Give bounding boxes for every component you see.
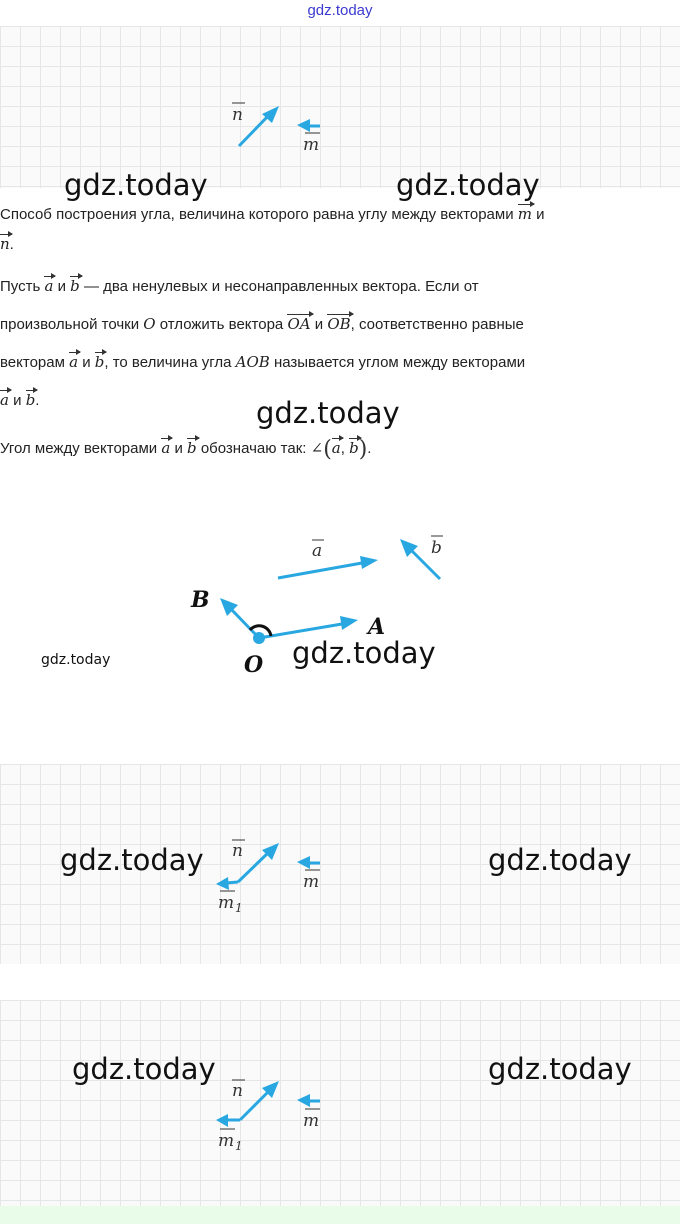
label-m1-subscript: 1	[235, 1139, 243, 1153]
watermark: gdz.today	[488, 843, 632, 877]
and-word: и	[536, 206, 545, 223]
label-n: n	[232, 105, 243, 125]
point-O: O	[143, 315, 156, 333]
label-m: m	[303, 872, 320, 892]
vector-m1-arrowhead	[216, 1114, 228, 1127]
paragraph-line-5: Угол между векторами a и b обозначаю так: ∠(a, b).	[0, 434, 676, 460]
watermark: gdz.today	[488, 1052, 632, 1086]
vector-b-symbol: b	[187, 434, 197, 458]
vector-OB	[230, 608, 259, 638]
vector-a-symbol: a	[69, 348, 78, 372]
label-m1: m	[218, 893, 235, 913]
vector-m-arrowhead	[297, 119, 310, 132]
vector-OB-symbol: OB	[327, 310, 350, 334]
figure-4-vectors	[0, 1000, 680, 1206]
label-m1-subscript: 1	[235, 901, 243, 915]
vector-m1-arrowhead	[216, 877, 229, 890]
watermark: gdz.today	[256, 396, 400, 430]
paragraph-line-1: Пусть a и b — два ненулевых и несонаправленных вектора. Если от	[0, 272, 676, 297]
label-a: a	[312, 541, 323, 561]
label-n: n	[232, 841, 243, 861]
vector-n-symbol: n	[0, 230, 10, 254]
label-b: b	[431, 538, 442, 558]
label-n: n	[232, 1081, 243, 1101]
label-m1: m	[218, 1131, 235, 1151]
vector-a-symbol: a	[332, 434, 341, 458]
figure-1-vectors	[0, 26, 680, 188]
vector-n	[240, 1090, 270, 1120]
watermark: gdz.today	[41, 652, 111, 668]
label-O: O	[244, 652, 264, 678]
watermark: gdz.today	[72, 1052, 216, 1086]
watermark: gdz.today	[396, 168, 540, 202]
vector-a-symbol: a	[0, 386, 9, 410]
vector-n	[239, 114, 270, 146]
paragraph-line-3: векторам a и b, то величина угла AOB называется углом между векторами	[0, 348, 676, 373]
point-O-dot	[253, 632, 265, 644]
label-m: m	[303, 135, 320, 155]
vector-m-symbol: m	[518, 200, 532, 224]
watermark: gdz.today	[64, 168, 208, 202]
heading-line-2: n.	[0, 230, 676, 255]
label-B: B	[191, 587, 210, 613]
vector-a-arrowhead	[360, 556, 378, 569]
vector-b-symbol: b	[70, 272, 80, 296]
label-A: A	[368, 614, 386, 640]
label-m: m	[303, 1111, 320, 1131]
vector-b-symbol: b	[95, 348, 105, 372]
vector-OA-arrowhead	[340, 616, 358, 630]
vector-m-arrowhead	[297, 1094, 310, 1107]
bottom-bar	[0, 1206, 680, 1224]
vector-a-symbol: a	[161, 434, 170, 458]
vector-OA-symbol: OA	[287, 310, 310, 334]
vector-b-symbol: b	[349, 434, 359, 458]
vector-b-symbol: b	[26, 386, 36, 410]
angle-AOB: AOB	[235, 353, 270, 371]
site-link[interactable]: gdz.today	[307, 2, 373, 19]
vector-a-symbol: a	[44, 272, 53, 296]
watermark: gdz.today	[292, 636, 436, 670]
angle-symbol: ∠	[310, 439, 324, 457]
paragraph-line-2: произвольной точки O отложить вектора OA и OB, соответственно равные	[0, 310, 676, 335]
vector-a	[278, 563, 362, 578]
vector-m-arrowhead	[297, 856, 310, 869]
heading-text: Способ построения угла, величина которого равна углу между векторами	[0, 206, 514, 223]
watermark: gdz.today	[60, 843, 204, 877]
paragraph-line-4: a и b.	[0, 386, 676, 411]
heading-line	[0, 200, 676, 225]
